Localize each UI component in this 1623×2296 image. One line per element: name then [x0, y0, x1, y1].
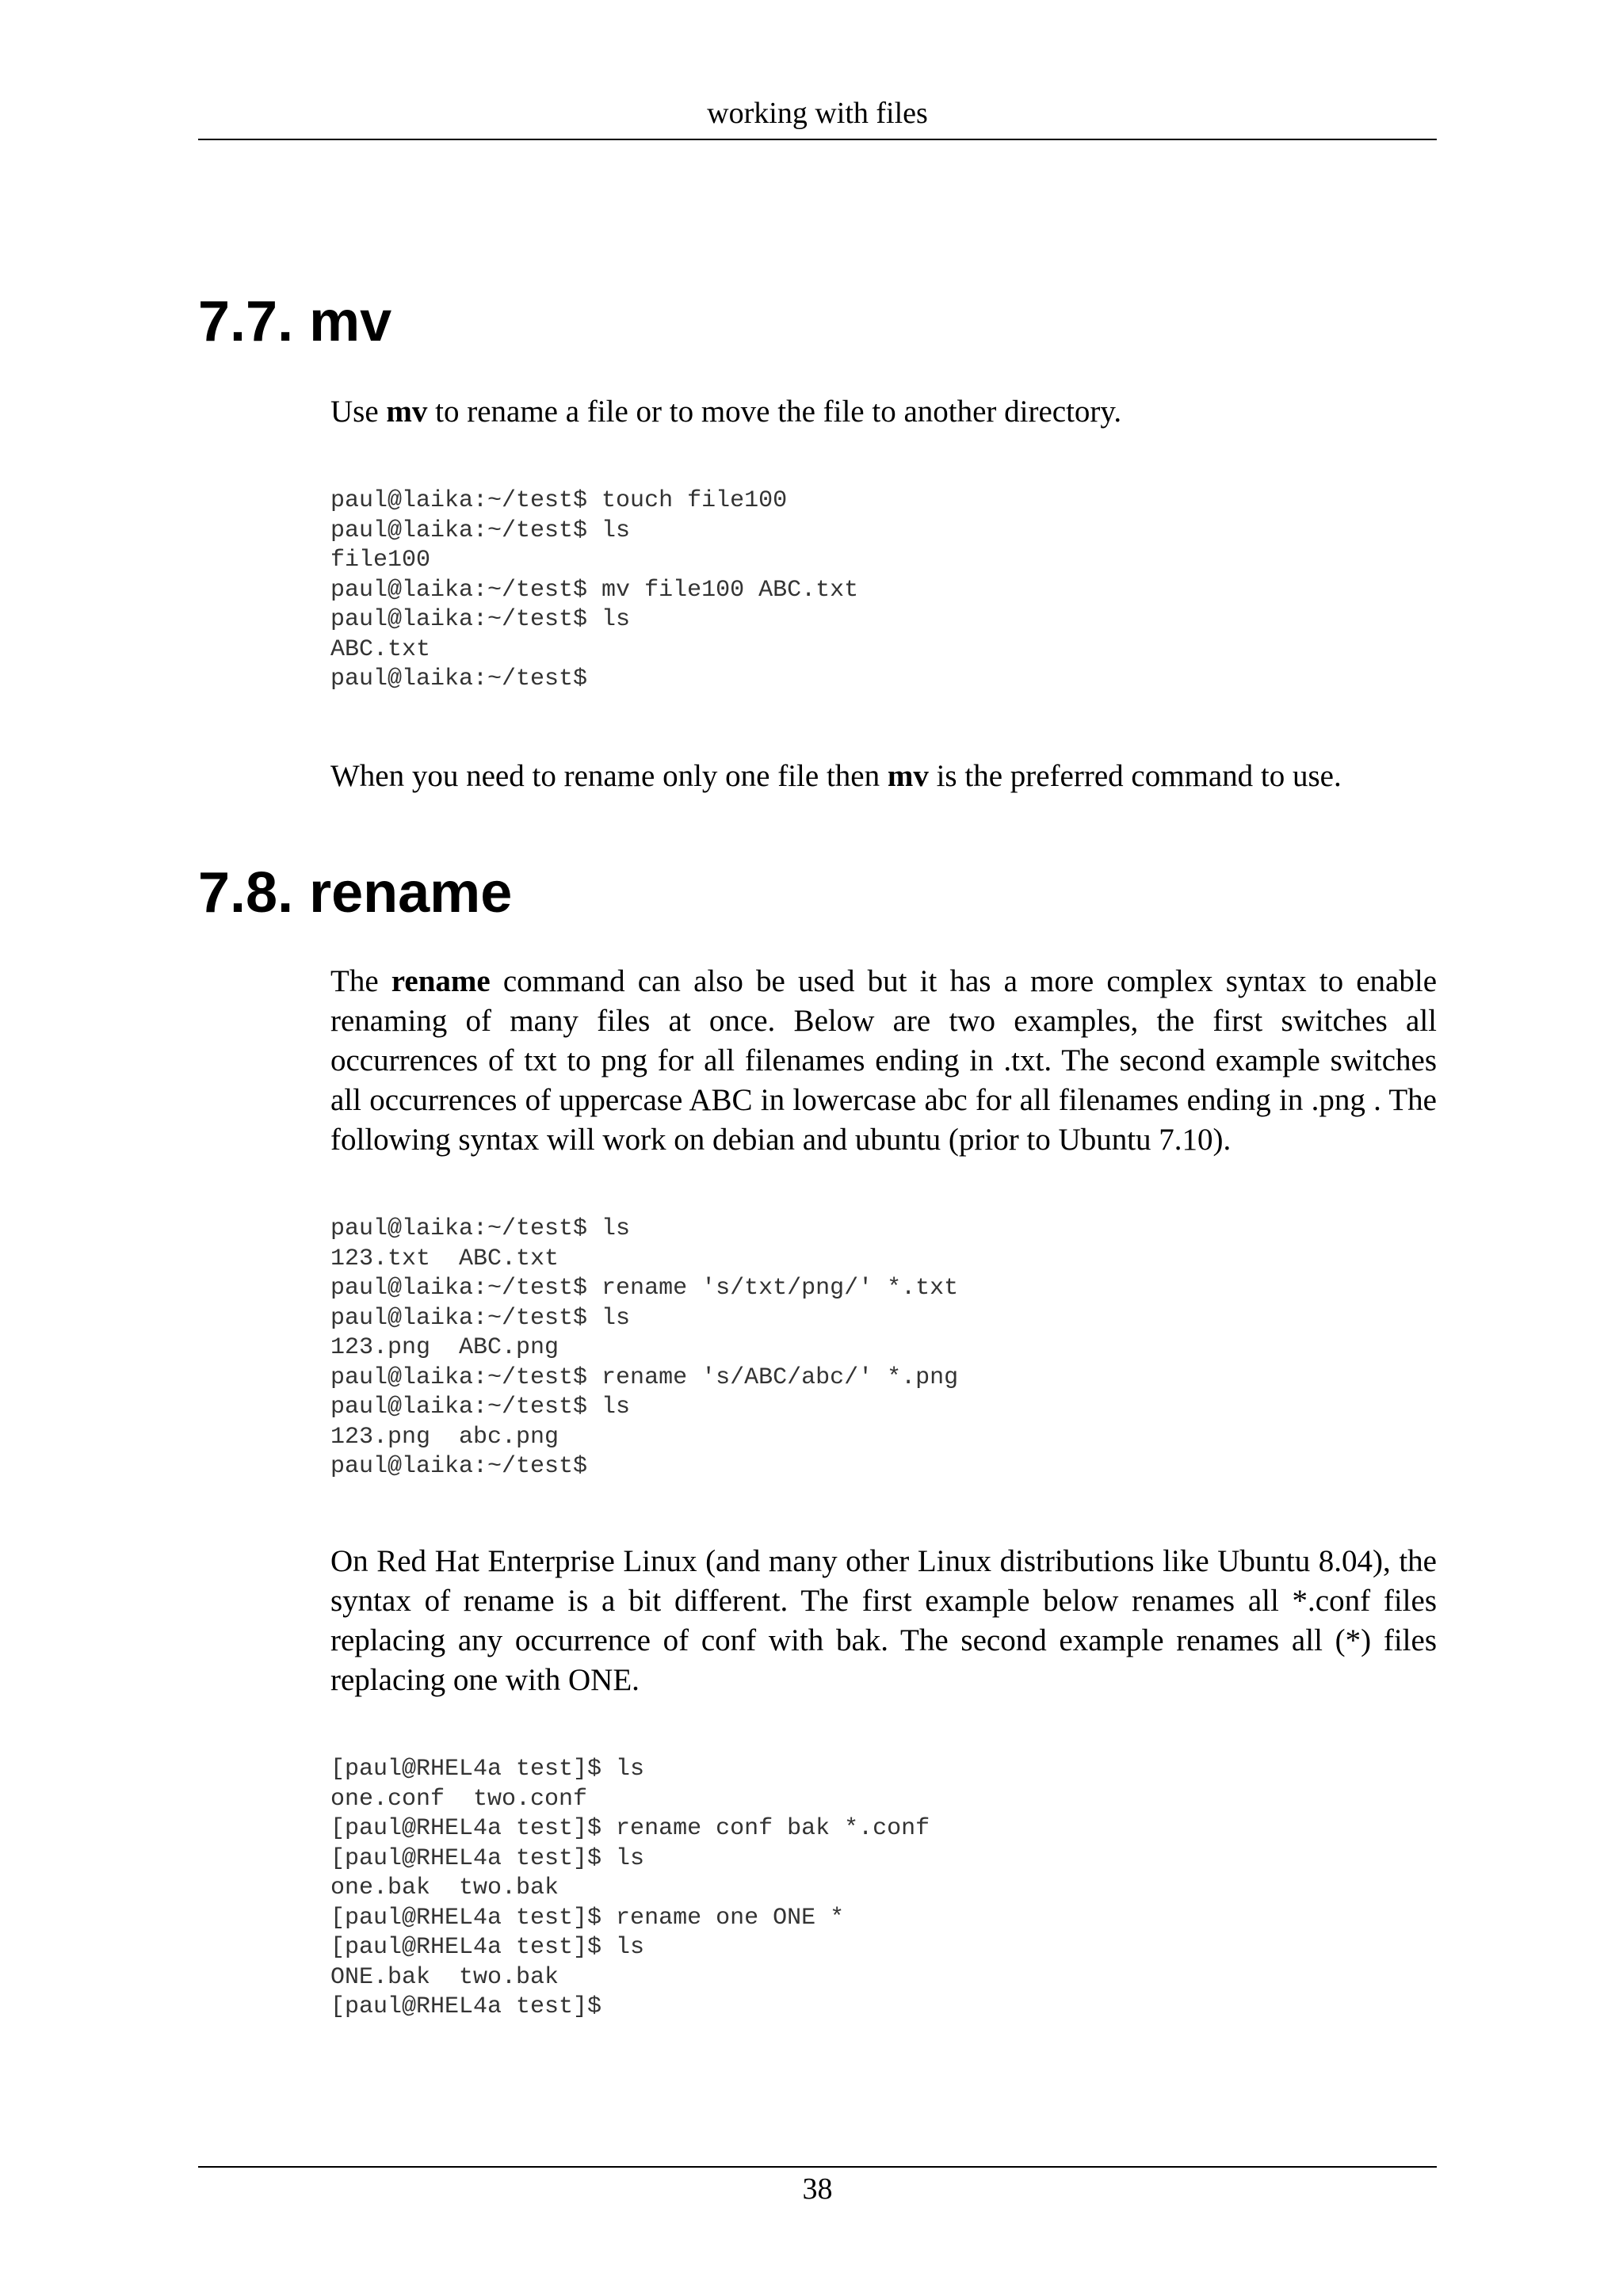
mv-intro-text-after: to rename a file or to move the file to another directory. [427, 395, 1122, 429]
mv-preferred-text-after: is the preferred command to use. [928, 759, 1342, 793]
running-header: working with files [707, 97, 928, 130]
mv-preferred-paragraph [330, 757, 1437, 796]
rename-intro-text-before: The [330, 964, 391, 998]
rename-rhel-paragraph: On Red Hat Enterprise Linux (and many other Linux distributions like Ubuntu 8.04), the syntax of rename is a bit different. The first example below renames all *.conf files replacing any occurrence of conf with bak. The second example renames all (*) files replacing one with ONE. [330, 1544, 1437, 1697]
rename-command-term: rename [391, 964, 491, 998]
mv-command-term: mv [386, 395, 428, 429]
rename-debian-code-example: paul@laika:~/test$ ls 123.txt ABC.txt paul@laika:~/test$ rename 's/txt/png/' *.txt paul@laika:~/test$ ls 123.png ABC.png paul@laika:~/test$ rename 's/ABC/abc/' *.png paul@laika:~/test$ ls 123.png abc.png paul@laika:~/test$ [330, 1215, 959, 1480]
mv-intro-text-before: Use [330, 395, 387, 429]
header-rule [198, 139, 1437, 140]
rename-intro-paragraph [330, 962, 1437, 1160]
mv-command-term: mv [887, 759, 929, 793]
rename-intro-text-after: command can also be used but it has a more complex syntax to enable renaming of many files at once. Below are two examples, the first switches all occurrences of txt to png for all filenames ending in .txt. The second example switches all occurrences of uppercase ABC in lowercase abc for all filenames ending in .png . The following syntax will work on debian and ubuntu (prior to Ubuntu 7.10). [330, 964, 1438, 1157]
footer-rule [198, 2166, 1437, 2168]
mv-preferred-text-before: When you need to rename only one file then [330, 759, 888, 793]
section-heading-rename: 7.8. rename [198, 861, 513, 925]
section-heading-mv: 7.7. mv [198, 290, 392, 353]
mv-code-example: paul@laika:~/test$ touch file100 paul@laika:~/test$ ls file100 paul@laika:~/test$ mv file100 ABC.txt paul@laika:~/test$ ls ABC.txt paul@laika:~/test$ [330, 487, 859, 692]
page-number: 38 [802, 2172, 833, 2206]
rename-rhel-code-example: [paul@RHEL4a test]$ ls one.conf two.conf [paul@RHEL4a test]$ rename conf bak *.conf [paul@RHEL4a test]$ ls one.bak two.bak [paul@RHEL4a test]$ rename one ONE * [paul@RHEL4a test]$ ls ONE.bak two.bak [paul@RHEL4a test]$ [330, 1756, 930, 2020]
mv-intro-paragraph [330, 392, 1437, 432]
